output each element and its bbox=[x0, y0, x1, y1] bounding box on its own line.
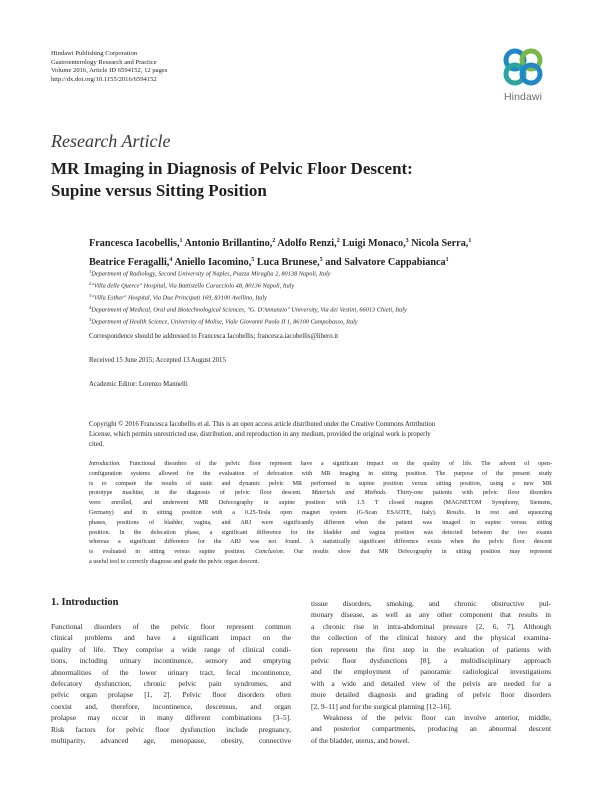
title-line: MR Imaging in Diagnosis of Pelvic Floor Descent: bbox=[51, 159, 413, 178]
doi-link[interactable]: http://dx.doi.org/10.1155/2016/6594152 bbox=[51, 75, 157, 83]
affiliation-text: Department of Radiology, Second University of Naples, Piazza Miraglia 2, 80138 Napoli, Italy bbox=[91, 270, 331, 278]
body-line: the collection of the clinical history and the physical examina- bbox=[311, 633, 551, 643]
author-sup: 2 bbox=[336, 238, 340, 244]
affiliation bbox=[89, 279, 569, 291]
copyright-line: cited. bbox=[89, 440, 104, 448]
journal-name: Gastroenterology Research and Practice bbox=[51, 58, 157, 66]
affiliation-text: Department of Health Science, University of Molise, Viale Giovanni Paolo II 1, 86100 Campobasso, Italy bbox=[91, 318, 358, 326]
author-sup: 3 bbox=[405, 238, 409, 244]
author-list bbox=[89, 233, 559, 271]
affiliation bbox=[89, 303, 569, 315]
abstract-label: Results. bbox=[446, 509, 466, 516]
author-sup: 5 bbox=[251, 257, 255, 263]
body-line: and the employment of panoramic radiological investigations bbox=[311, 667, 551, 677]
body-line: pelvic organ prolapse [1, 2]. Pelvic floor disorders often bbox=[51, 690, 291, 700]
affiliation-text: "Villa Esther" Hospital, Via Due Principati 169, 83100 Avellino, Italy bbox=[91, 294, 267, 302]
author-name: Luigi Monaco, bbox=[339, 238, 406, 249]
abstract-line: a useful tool to correctly diagnose and grade the pelvic organ descent. bbox=[89, 558, 260, 565]
abstract-line: is evaluated in sitting versus supine position. Conclusion. Our results show that MR Defecography in sitting position may represent bbox=[89, 549, 552, 556]
affiliation-sup: 1 bbox=[89, 269, 92, 274]
received-date: Received 15 June 2015; Accepted 13 August 2015 bbox=[89, 357, 226, 364]
abstract-line: configuration systems allowed for the evaluation of defecation with MR imaging in sitting position. The purpose of the present study bbox=[89, 470, 552, 477]
body-line: pelvic floor dysfunctions [8], a multidisciplinary approach bbox=[311, 656, 551, 666]
academic-editor: Academic Editor: Lorenzo Mannelli bbox=[89, 381, 188, 388]
author-name: Aniello Iacomino, bbox=[172, 257, 252, 268]
copyright-notice bbox=[89, 420, 551, 449]
author-name: Nicola Serra, bbox=[408, 238, 469, 249]
body-line: monary disease, as well as any other component that results in bbox=[311, 610, 551, 620]
body-line: and posterior compartments, producing an abnormal descent bbox=[311, 724, 551, 734]
body-line: [2, 9–11] and for the surgical planning [12–16]. bbox=[311, 701, 452, 711]
body-line: prolapse may occur in many different combinations [3–5]. bbox=[51, 713, 291, 723]
author-name: Beatrice Feragalli, bbox=[89, 257, 170, 268]
affiliation bbox=[89, 267, 569, 279]
affiliation bbox=[89, 291, 569, 303]
body-line: quality of life. They comprise a wide range of clinical condi- bbox=[51, 644, 291, 654]
body-left-column bbox=[51, 621, 291, 746]
journal-header bbox=[51, 50, 167, 84]
hindawi-logo-text: Hindawi bbox=[503, 91, 543, 103]
affiliation-text: "Villa delle Querce" Hospital, Via Battistello Caracciolo 48, 80136 Napoli, Italy bbox=[91, 282, 295, 290]
body-line: more detailed diagnosis and grading of pelvic floor disorders bbox=[311, 690, 551, 700]
affiliation-sup: 5 bbox=[89, 317, 92, 323]
abstract-line: prototype machine, in the diagnosis of pelvic floor descent. Materials and Methods. Thirty-one patients with pelvic floor disorders bbox=[89, 490, 552, 497]
title-line: Supine versus Sitting Position bbox=[51, 180, 267, 200]
body-line: a chronic rise in intra-abdominal pressure [2, 6, 7]. Although bbox=[311, 621, 551, 631]
author-name: Adolfo Renzi, bbox=[275, 238, 337, 249]
author-name: Francesca Iacobellis, bbox=[89, 238, 180, 249]
body-line: coexist and, therefore, incontinence, descensus, and organ bbox=[51, 701, 291, 711]
body-line: of the bladder, uterus, and bowel. bbox=[311, 735, 410, 745]
author-sup: 1 bbox=[468, 238, 472, 244]
affiliation bbox=[89, 315, 569, 327]
author-sup: 4 bbox=[169, 257, 173, 263]
body-line: with a wide and detailed view of the pelvis are needed for a bbox=[311, 678, 551, 688]
volume-info: Volume 2016, Article ID 6594152, 12 pages bbox=[51, 67, 168, 75]
abstract-line: is to compare the results of static and dynamic pelvic MR performed in supine position versus sitting position, using a new MR bbox=[89, 480, 552, 487]
author-sup: 1 bbox=[445, 257, 449, 263]
body-line: tions, including urinary incontinence, sensory and emptying bbox=[51, 656, 291, 666]
section-heading: 1. Introduction bbox=[51, 597, 119, 608]
copyright-line: License, which permits unrestricted use, distribution, and reproduction in any medium, provided the original work is properly bbox=[89, 430, 431, 438]
body-line: defecatory dysfunction, chronic pelvic pain syndromes, and bbox=[51, 679, 291, 689]
article-type: Research Article bbox=[51, 131, 171, 151]
affiliation-sup: 3 bbox=[89, 293, 92, 299]
affiliation-list bbox=[89, 267, 569, 327]
abstract-label: Conclusion. bbox=[255, 549, 285, 556]
author-sup: 5 bbox=[319, 257, 323, 263]
abstract-line: position. In the defecation phase, a significant difference for the bladder and vagina position was detected between the two exams bbox=[89, 529, 552, 536]
body-line: clinical problems and have a significant impact on the bbox=[51, 633, 291, 643]
author-sup: 2 bbox=[272, 238, 276, 244]
body-line: Functional disorders of the pelvic floor represent common bbox=[51, 622, 291, 631]
author-name: Antonio Brillantino, bbox=[182, 238, 273, 249]
body-line: abnormalities of the lower urinary tract, fecal incontinence, bbox=[51, 667, 291, 677]
article-title bbox=[51, 158, 551, 201]
body-right-column bbox=[311, 598, 551, 746]
abstract-label: Introduction. bbox=[89, 461, 121, 467]
abstract-line: Introduction. Functional disorders of the pelvic floor represent have a significant impact on the quality of life. The advent of open- bbox=[89, 461, 552, 467]
author-line bbox=[89, 233, 559, 252]
abstract-line: whereas a significant difference for the ARJ was not found. A statistically significant difference exists when the pelvic floor descent bbox=[89, 539, 552, 546]
affiliation-sup: 4 bbox=[89, 305, 92, 311]
abstract-label: Materials and Methods. bbox=[311, 490, 387, 497]
author-name: Luca Brunese, bbox=[254, 257, 320, 268]
body-line: Risk factors for pelvic floor dysfunction include pregnancy, bbox=[51, 724, 291, 734]
abstract-line: were enrolled, and underwent MR Defecography in supine position with 1.5 T closed magnet (MAGNETOM Symphony, Siemens, bbox=[89, 500, 552, 507]
author-sup: 1 bbox=[179, 238, 183, 244]
body-line: tion represent the first step in the evaluation of patients with bbox=[311, 644, 551, 654]
abstract-line: Germany) and in sitting position with a 0.25-Tesla open magnet system (G-Scan ESAOTE, Italy). Results. In rest and squeezing bbox=[89, 509, 553, 516]
author-name: and Salvatore Cappabianca bbox=[322, 257, 446, 268]
body-line: Weakness of the pelvic floor can involve anterior, middle, bbox=[323, 713, 551, 723]
body-line: multiparity, advanced age, menopause, obesity, connective bbox=[51, 736, 291, 746]
body-line: tissue disorders, smoking, and chronic obstructive pul- bbox=[311, 599, 551, 608]
publisher: Hindawi Publishing Corporation bbox=[51, 50, 138, 57]
abstract-line: phases, positions of bladder, vagina, and ARJ were significantly different when the patient was imaged in supine versus sitting bbox=[89, 519, 552, 526]
affiliation-text: Department of Medical, Oral and Biotechnological Sciences, "G. D'Annunzio" University, Via dei Vestini, 66013 Chieti, Italy bbox=[91, 306, 407, 314]
affiliation-sup: 2 bbox=[89, 281, 92, 287]
copyright-line: Copyright © 2016 Francesca Iacobellis et al. This is an open access article distributed under the Creative Commons Attribution bbox=[89, 421, 436, 428]
abstract bbox=[89, 460, 552, 568]
correspondence: Correspondence should be addressed to Francesca Iacobellis; francesca.iacobellis@libero.it bbox=[89, 333, 339, 340]
